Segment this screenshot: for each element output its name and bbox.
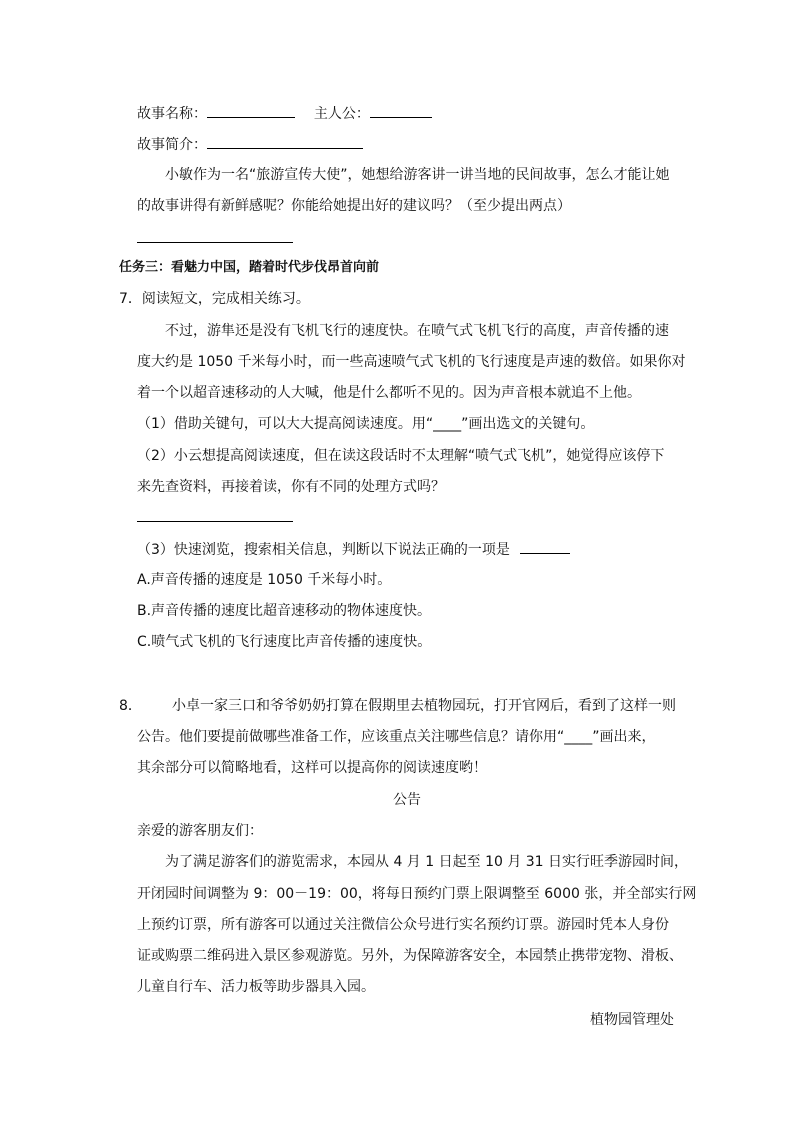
notice-greeting: 亲爱的游客朋友们：	[137, 823, 263, 839]
story-name-label: 故事名称：	[137, 106, 207, 122]
notice-body-line2: 开闭园时间调整为 9：00－19：00，将每日预约门票上限调整至 6000 张，并全部实行网	[137, 886, 697, 902]
notice-body-line4: 证或购票二维码进入景区参观游览。另外，为保障游客安全，本园禁止携带宠物、滑板、	[137, 948, 683, 964]
q7-sub3: （3）快速浏览，搜索相关信息，判断以下说法正确的一项是	[137, 542, 510, 558]
story-intro-blank[interactable]	[207, 134, 363, 149]
q7-sub2-answer-line[interactable]	[137, 521, 293, 522]
q7-sub3-blank[interactable]	[520, 539, 570, 554]
notice-body-line1: 为了满足游客们的游览需求，本园从 4 月 1 日起至 10 月 31 日实行旺季游园时间，	[165, 854, 689, 870]
notice-body-line3: 上预约订票，所有游客可以通过关注微信公众号进行实名预约订票。游园时凭本人身份	[137, 917, 669, 933]
q7-intro: 7．阅读短文，完成相关练习。	[119, 291, 310, 307]
story-intro-row	[137, 134, 363, 155]
notice-body-line5: 儿童自行车、活力板等助步器具入园。	[137, 979, 375, 995]
q8-line3: 其余部分可以简略地看，这样可以提高你的阅读速度哟！	[137, 760, 487, 776]
q7-sub2-line2: 来先查资料，再接着读，你有不同的处理方式吗？	[137, 479, 445, 495]
q7-option-c: C.喷气式飞机的飞行速度比声音传播的速度快。	[137, 634, 432, 650]
story-name-row	[137, 103, 432, 124]
hero-label: 主人公：	[313, 106, 370, 122]
q8-line1: 小卓一家三口和爷爷奶奶打算在假期里去植物园玩，打开官网后，看到了这样一则	[172, 698, 676, 714]
story-answer-line[interactable]	[137, 242, 293, 243]
notice-title-text: 公告	[393, 792, 421, 808]
q7-sub1: （1）借助关键句，可以大大提高阅读速度。用“____”画出选文的关键句。	[137, 416, 595, 432]
story-question-line2: 的故事讲得有新鲜感呢？你能给她提出好的建议吗？（至少提出两点）	[137, 198, 571, 214]
q7-passage-line2: 度大约是 1050 千米每小时，而一些高速喷气式飞机的飞行速度是声速的数倍。如果你对	[137, 354, 686, 370]
story-question-line1: 小敏作为一名“旅游宣传大使”，她想给游客讲一讲当地的民间故事，怎么才能让她	[165, 167, 670, 183]
q7-option-b: B.声音传播的速度比超音速移动的物体速度快。	[137, 603, 432, 619]
q7-sub3-row	[137, 539, 570, 560]
notice-title	[0, 790, 794, 810]
task3-title: 任务三：看魅力中国，踏着时代步伐昂首向前	[119, 260, 380, 275]
q8-number: 8．	[119, 698, 142, 714]
q7-sub2-line1: （2）小云想提高阅读速度，但在读这段话时不太理解“喷气式飞机”，她觉得应该停下	[137, 448, 665, 464]
story-intro-label: 故事简介：	[137, 137, 207, 153]
q8-line2: 公告。他们要提前做哪些准备工作，应该重点关注哪些信息？请你用“____”画出来，	[137, 729, 656, 745]
q7-passage-line1: 不过，游隼还是没有飞机飞行的速度快。在喷气式飞机飞行的高度，声音传播的速	[165, 323, 669, 339]
q7-passage-line3: 着一个以超音速移动的人大喊，他是什么都听不见的。因为声音根本就追不上他。	[137, 385, 641, 401]
q7-option-a: A.声音传播的速度是 1050 千米每小时。	[137, 572, 392, 588]
hero-blank[interactable]	[370, 103, 432, 118]
notice-signature: 植物园管理处	[590, 1012, 674, 1028]
story-name-blank[interactable]	[207, 103, 295, 118]
